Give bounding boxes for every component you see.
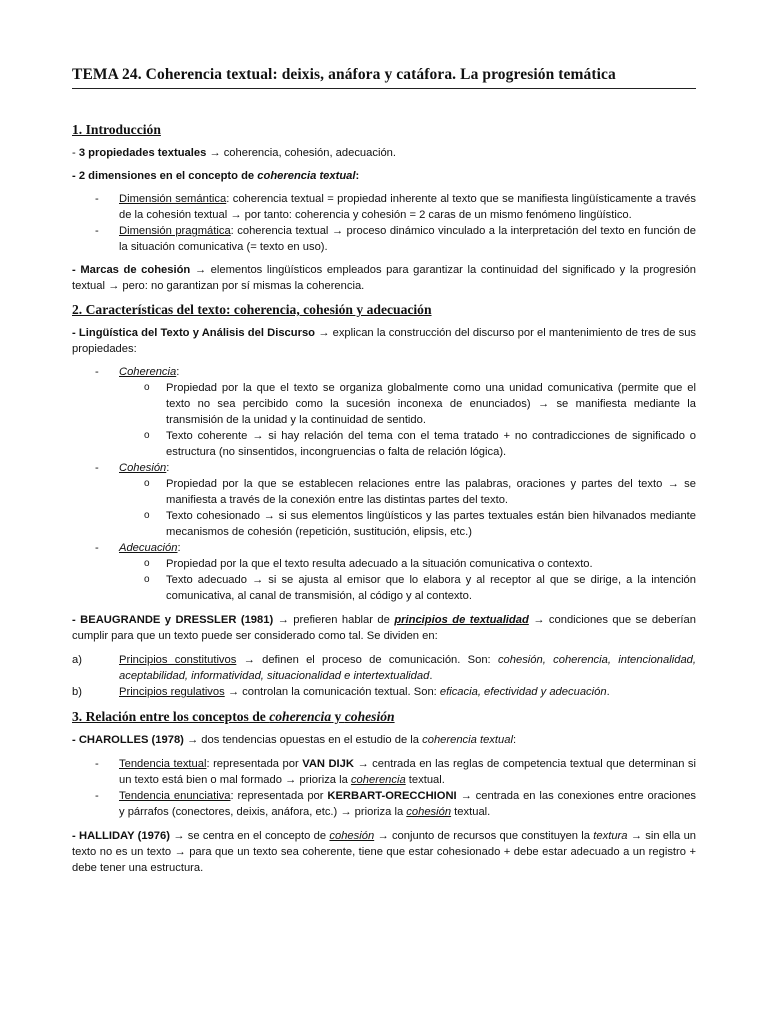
- section-1-heading: 1. Introducción: [72, 122, 161, 137]
- arrow-icon: →: [357, 758, 369, 770]
- arrow-icon: →: [377, 830, 389, 842]
- list-item: a) Principios constitutivos → definen el proceso de comunicación. Son: cohesión, coherencia, intencionalidad, aceptabilidad, informatividad, situacionalidad e intertextualidad.: [72, 654, 696, 682]
- arrow-icon: →: [194, 264, 207, 276]
- arrow-icon: →: [252, 574, 264, 586]
- list-item: b) Principios regulativos → controlan la comunicación textual. Son: eficacia, efectividad y adecuación.: [72, 686, 610, 698]
- arrow-icon: →: [277, 614, 289, 626]
- arrow-icon: →: [243, 654, 255, 666]
- arrow-icon: →: [630, 830, 642, 842]
- arrow-icon: →: [230, 209, 242, 221]
- arrow-icon: →: [174, 846, 186, 858]
- arrow-icon: →: [173, 830, 185, 842]
- arrow-icon: →: [318, 327, 330, 339]
- sub-list-item: o Propiedad por la que se establecen relaciones entre las palabras, oraciones y partes del texto → se manifiesta a través de la conexión entre las distintas partes del texto.: [144, 478, 696, 506]
- paragraph-charolles: - CHAROLLES (1978) → dos tendencias opuestas en el estudio de la coherencia textual:: [72, 734, 517, 746]
- section-2-heading: 2. Características del texto: coherencia, cohesión y adecuación: [72, 302, 432, 317]
- list-item: - Tendencia textual: representada por VAN DIJK → centrada en las reglas de competencia textual que determinan si un texto está bien o mal formado → prioriza la coherencia textual.: [95, 758, 697, 786]
- paragraph-dimensiones: - 2 dimensiones en el concepto de coherencia textual:: [72, 170, 360, 182]
- list-item: - Dimensión pragmática: coherencia textual → proceso dinámico vinculado a la interpretación del texto en función de la situación comunicativa (= texto en uso).: [95, 225, 696, 253]
- arrow-icon: →: [285, 774, 297, 786]
- list-item-coherencia: - Coherencia:: [95, 366, 180, 378]
- paragraph-linguistica-texto: - Lingüística del Texto y Análisis del Discurso → explican la construcción del discurso por el mantenimiento de tres de sus propiedades:: [72, 327, 697, 355]
- sub-list-item: o Texto cohesionado → si sus elementos lingüísticos y las partes textuales están bien hilvanados mediante mecanismos de cohesión (repetición, sustitución, elipsis, etc.): [144, 510, 696, 538]
- arrow-icon: →: [209, 147, 221, 159]
- list-item-adecuacion: - Adecuación:: [95, 542, 181, 554]
- sub-list-item: o Texto coherente → si hay relación del tema con el tema tratado + no contradicciones de significado o estructura (no sinsentidos, incongruencias o falta de relación lógica).: [144, 430, 697, 458]
- section-3-heading: 3. Relación entre los conceptos de coherencia y cohesión: [72, 709, 395, 724]
- list-item: - Dimensión semántica: coherencia textual = propiedad inherente al texto que se manifiesta lingüísticamente a través de la cohesión textual → por tanto: coherencia y cohesión = 2 caras de un mismo fenómeno lingüístico.: [95, 193, 696, 221]
- sub-list-item: o Texto adecuado → si se ajusta al emisor que lo elabora y al receptor al que se dirige, a la intención comunicativa, al canal de transmisión, al código y al contexto.: [144, 574, 696, 602]
- principios-list: [72, 652, 696, 700]
- list-item: - Tendencia enunciativa: representada por KERBART-ORECCHIONI → centrada en las conexiones entre oraciones y párrafos (conectores, deixis, anáfora, etc.) → prioriza la cohesión textual.: [95, 790, 697, 818]
- arrow-icon: →: [263, 510, 275, 522]
- arrow-icon: →: [187, 734, 199, 746]
- arrow-icon: →: [667, 478, 679, 490]
- document-page: [72, 66, 696, 876]
- arrow-icon: →: [537, 398, 550, 410]
- arrow-icon: →: [108, 280, 120, 292]
- document-title: TEMA 24. Coherencia textual: deixis, anáfora y catáfora. La progresión temática: [72, 66, 696, 89]
- sub-list-item: o Propiedad por la que el texto resulta adecuado a la situación comunicativa o contexto.: [144, 558, 593, 570]
- arrow-icon: →: [533, 614, 545, 626]
- dimensiones-list: [72, 191, 696, 255]
- arrow-icon: →: [227, 686, 240, 698]
- arrow-icon: →: [252, 430, 264, 442]
- paragraph-halliday: - HALLIDAY (1976) → se centra en el concepto de cohesión → conjunto de recursos que constituyen la textura → sin ella un texto no es un texto → para que un texto sea coherente, tiene que estar cohesionado + debe estar adecuado a un registro + debe tener una estructura.: [72, 830, 697, 874]
- propiedades-list: [72, 364, 696, 604]
- list-item-cohesion: - Cohesión:: [95, 462, 170, 474]
- paragraph-propiedades: - 3 propiedades textuales → coherencia, cohesión, adecuación.: [72, 147, 396, 159]
- arrow-icon: →: [340, 806, 352, 818]
- arrow-icon: →: [460, 790, 472, 802]
- tendencias-list: [72, 756, 696, 820]
- sub-list-item: o Propiedad por la que el texto se organiza globalmente como una unidad comunicativa (permite que el texto no sea percibido como la sucesión inconexa de enunciados) → se manifiesta mediante la transmisión de la unidad y la continuidad de sentido.: [144, 382, 696, 426]
- paragraph-marcas-cohesion: - Marcas de cohesión → elementos lingüísticos empleados para garantizar la continuidad del significado y la progresión textual → pero: no garantizan por sí mismas la coherencia.: [72, 264, 696, 292]
- arrow-icon: →: [331, 225, 344, 237]
- paragraph-beaugrande: - BEAUGRANDE y DRESSLER (1981) → prefieren hablar de principios de textualidad → condiciones que se deberían cumplir para que un texto puede ser considerado como tal. Se dividen en:: [72, 614, 696, 642]
